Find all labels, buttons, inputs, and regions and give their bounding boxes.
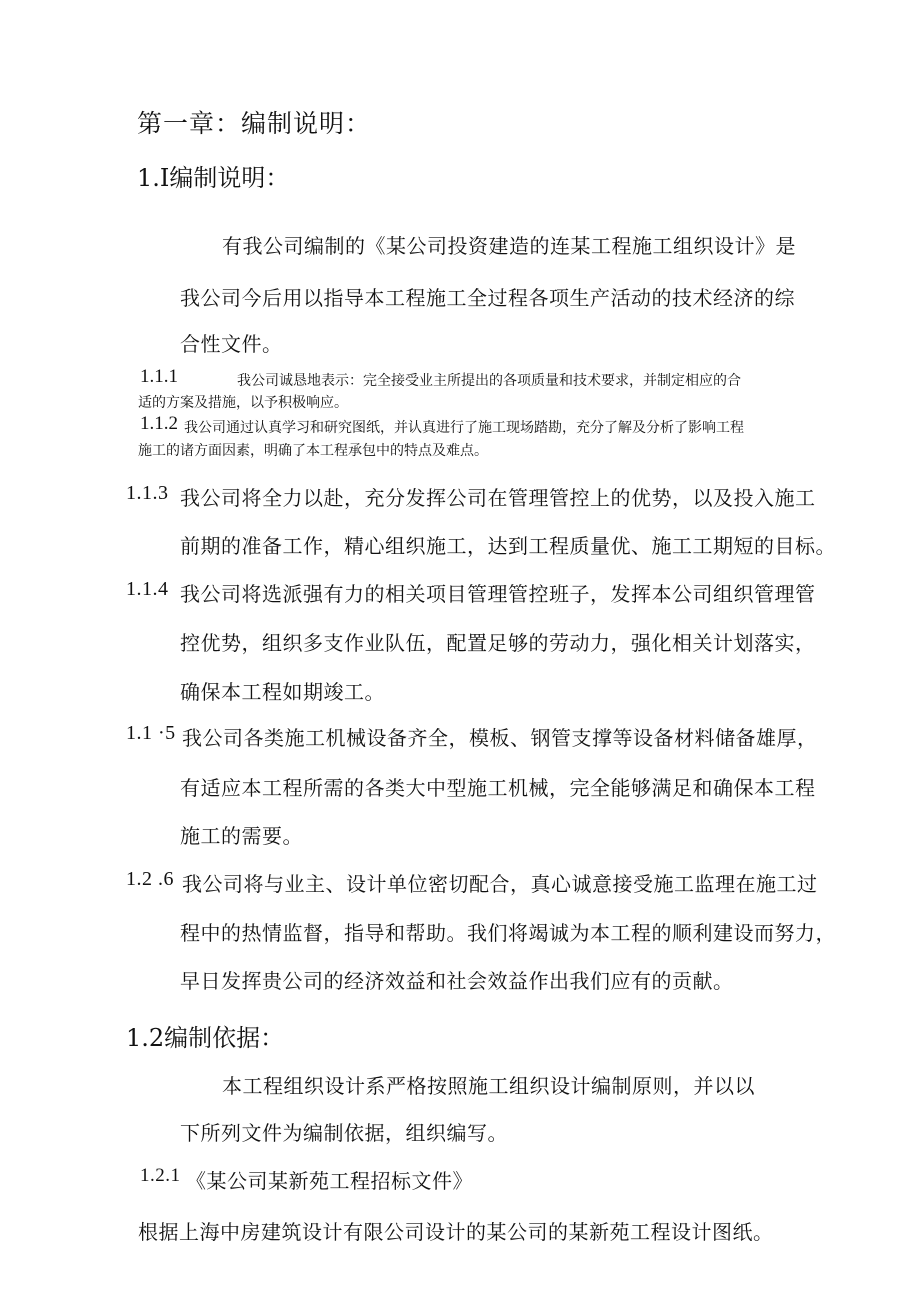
section-1-1-heading: 1.I编制说明： [137, 164, 290, 192]
section-1-2-heading: 1.2编制依据： [126, 1024, 285, 1052]
item-1-2-6-line-3: 早日发挥贵公司的经济效益和社会效益作出我们应有的贡献。 [180, 969, 734, 993]
item-1-1-5-line-2: 有适应本工程所需的各类大中型施工机械，完全能够满足和确保本工程 [180, 776, 816, 800]
basis-intro-line-2: 下所列文件为编制依据，组织编写。 [180, 1121, 508, 1145]
item-1-1-2-line-2: 施工的诸方面因素，明确了本工程承包中的特点及难点。 [138, 443, 488, 459]
intro-line-2: 我公司今后用以指导本工程施工全过程各项生产活动的技术经济的综 [180, 286, 795, 310]
item-1-2-6-number: 1.2 .6 [126, 868, 174, 890]
item-1-2-6-line-2: 程中的热情监督，指导和帮助。我们将竭诚为本工程的顺利建设而努力， [180, 921, 836, 945]
chapter-title: 第一章：编制说明： [137, 109, 372, 138]
item-1-1-3-number: 1.1.3 [126, 482, 169, 504]
item-1-1-4-line-2: 控优势，组织多支作业队伍，配置足够的劳动力，强化相关计划落实， [180, 631, 816, 655]
item-1-1-1-line-1: 我公司诚恳地表示：完全接受业主所提出的各项质量和技术要求，并制定相应的合 [237, 373, 741, 389]
item-1-2-1-text: 《某公司某新苑工程招标文件》 [186, 1169, 473, 1193]
item-1-1-5-line-3: 施工的需要。 [180, 824, 303, 848]
item-1-1-2-number: 1.1.2 [140, 413, 178, 434]
intro-line-3: 合性文件。 [180, 332, 283, 356]
item-1-1-3-line-2: 前期的准备工作，精心组织施工，达到工程质量优、施工工期短的目标。 [180, 534, 836, 558]
item-1-1-3-line-1: 我公司将全力以赴，充分发挥公司在管理管控上的优势，以及投入施工 [180, 486, 816, 510]
item-1-1-5-line-1: 我公司各类施工机械设备齐全，模板、钢管支撑等设备材料储备雄厚， [182, 726, 818, 750]
item-1-1-4-line-1: 我公司将选派强有力的相关项目管理管控班子，发挥本公司组织管理管 [180, 582, 816, 606]
basis-drawings-line: 根据上海中房建筑设计有限公司设计的某公司的某新苑工程设计图纸。 [138, 1220, 774, 1244]
item-1-1-2-line-1: 我公司通过认真学习和研究图纸，并认真进行了施工现场踏勘，充分了解及分析了影响工程 [184, 420, 744, 436]
item-1-1-5-number: 1.1 ·5 [126, 722, 176, 744]
item-1-2-6-line-1: 我公司将与业主、设计单位密切配合，真心诚意接受施工监理在施工过 [182, 872, 818, 896]
item-1-2-1-number: 1.2.1 [140, 1165, 181, 1186]
item-1-1-1-line-2: 适的方案及措施，以予积极响应。 [138, 395, 348, 411]
basis-intro-line-1: 本工程组织设计系严格按照施工组织设计编制原则，并以以 [222, 1074, 755, 1098]
item-1-1-4-line-3: 确保本工程如期竣工。 [180, 680, 385, 704]
item-1-1-4-number: 1.1.4 [126, 578, 169, 600]
item-1-1-1-number: 1.1.1 [140, 366, 178, 387]
intro-line-1: 有我公司编制的《某公司投资建造的连某工程施工组织设计》是 [222, 234, 796, 258]
